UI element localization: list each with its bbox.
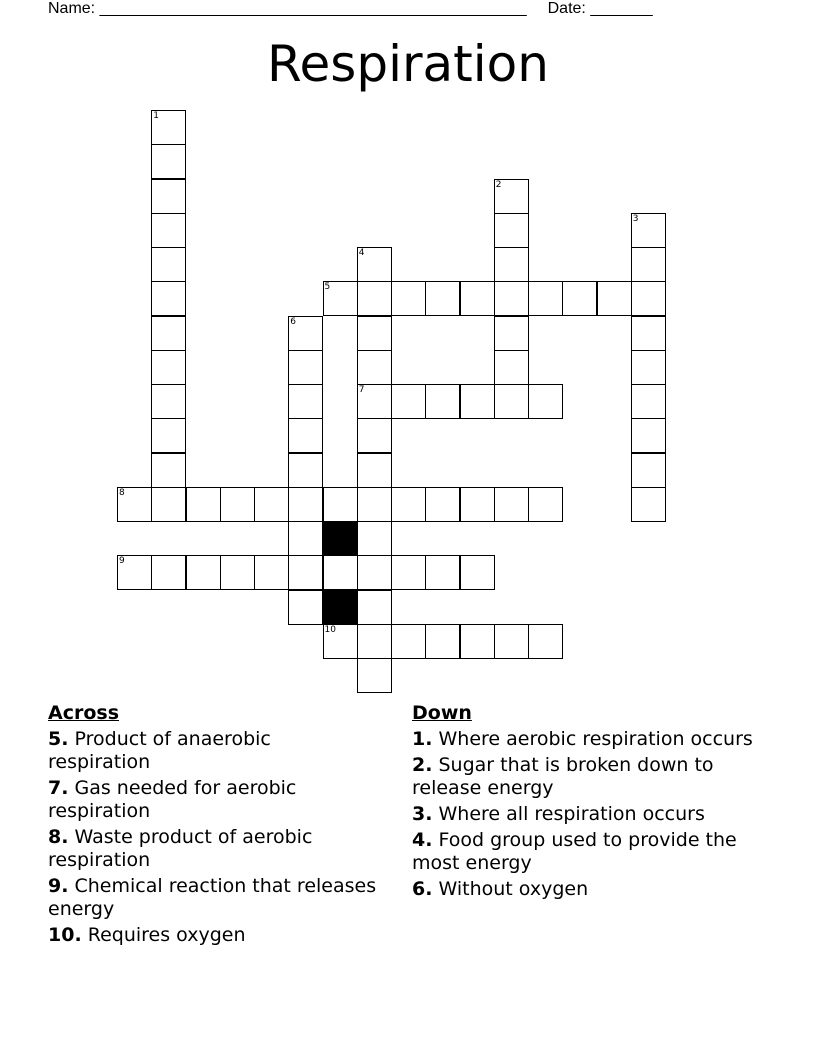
grid-cell[interactable] bbox=[494, 487, 529, 522]
grid-cell[interactable] bbox=[151, 316, 186, 351]
grid-cell[interactable] bbox=[494, 213, 529, 248]
grid-cell[interactable] bbox=[494, 624, 529, 659]
grid-cell[interactable] bbox=[597, 281, 632, 316]
grid-cell[interactable] bbox=[151, 453, 186, 488]
grid-cell[interactable] bbox=[186, 555, 221, 590]
clue-number-label: 7 bbox=[358, 385, 365, 395]
grid-cell[interactable] bbox=[357, 590, 392, 625]
grid-cell[interactable] bbox=[151, 281, 186, 316]
grid-cell[interactable] bbox=[425, 281, 460, 316]
clue-number-label: 5 bbox=[324, 282, 331, 293]
clue-number: 5. bbox=[48, 728, 69, 750]
grid-cell[interactable] bbox=[220, 487, 255, 522]
grid-cell[interactable] bbox=[631, 350, 666, 385]
grid-cell[interactable] bbox=[391, 624, 426, 659]
grid-cell[interactable] bbox=[357, 453, 392, 488]
grid-cell[interactable] bbox=[357, 281, 392, 316]
clue-number-label: 6 bbox=[290, 316, 296, 327]
clue-number-label: 3 bbox=[632, 213, 639, 224]
clue-text: Where all respiration occurs bbox=[438, 803, 705, 825]
grid-cell[interactable] bbox=[631, 487, 666, 522]
grid-cell[interactable] bbox=[254, 487, 289, 522]
grid-cell[interactable] bbox=[631, 247, 666, 282]
clue-down-2 bbox=[412, 754, 762, 800]
grid-cell[interactable] bbox=[391, 487, 426, 522]
clue-number: 3. bbox=[412, 803, 433, 825]
grid-cell[interactable] bbox=[460, 384, 495, 419]
grid-cell[interactable] bbox=[494, 350, 529, 385]
grid-cell[interactable] bbox=[288, 521, 323, 556]
grid-cell[interactable] bbox=[631, 316, 666, 351]
clue-text: Without oxygen bbox=[438, 878, 589, 900]
grid-cell[interactable] bbox=[425, 624, 460, 659]
grid-cell[interactable] bbox=[151, 144, 186, 179]
grid-cell[interactable] bbox=[357, 555, 392, 590]
across-clues bbox=[48, 702, 378, 950]
grid-cell[interactable] bbox=[631, 281, 666, 316]
grid-cell[interactable] bbox=[357, 418, 392, 453]
down-clues bbox=[412, 702, 762, 904]
grid-cell[interactable] bbox=[288, 453, 323, 488]
clue-down-1 bbox=[412, 728, 762, 751]
grid-cell[interactable] bbox=[631, 418, 666, 453]
grid-cell[interactable] bbox=[357, 658, 392, 693]
black-square bbox=[323, 521, 358, 556]
clue-number: 1. bbox=[412, 728, 433, 750]
grid-cell[interactable] bbox=[117, 487, 152, 522]
grid-cell[interactable] bbox=[288, 350, 323, 385]
clue-text: Food group used to provide the most energy bbox=[412, 829, 737, 874]
clue-number-label: 1 bbox=[153, 111, 159, 121]
grid-cell[interactable] bbox=[425, 487, 460, 522]
grid-cell[interactable] bbox=[494, 247, 529, 282]
clue-number: 2. bbox=[412, 754, 433, 776]
grid-cell[interactable] bbox=[323, 487, 358, 522]
grid-cell[interactable] bbox=[425, 555, 460, 590]
across-heading: Across bbox=[48, 702, 120, 724]
grid-cell[interactable] bbox=[323, 624, 358, 659]
clue-number: 4. bbox=[412, 829, 433, 851]
clue-number-label: 8 bbox=[119, 487, 125, 498]
clue-number-label: 9 bbox=[119, 556, 125, 567]
clue-across-5 bbox=[48, 728, 378, 774]
grid-cell[interactable] bbox=[460, 624, 495, 659]
grid-cell[interactable] bbox=[151, 213, 186, 248]
grid-cell[interactable] bbox=[186, 487, 221, 522]
grid-cell[interactable] bbox=[494, 179, 529, 214]
grid-cell[interactable] bbox=[288, 487, 323, 522]
grid-cell[interactable] bbox=[357, 521, 392, 556]
grid-cell[interactable] bbox=[460, 487, 495, 522]
grid-cell[interactable] bbox=[631, 453, 666, 488]
grid-cell[interactable] bbox=[288, 555, 323, 590]
grid-cell[interactable] bbox=[288, 384, 323, 419]
grid-cell[interactable] bbox=[528, 624, 563, 659]
clue-text: Requires oxygen bbox=[87, 924, 246, 946]
grid-cell[interactable] bbox=[117, 555, 152, 590]
clue-down-6 bbox=[412, 878, 762, 901]
down-heading: Down bbox=[412, 702, 472, 724]
grid-cell[interactable] bbox=[391, 555, 426, 590]
grid-cell[interactable] bbox=[323, 281, 358, 316]
grid-cell[interactable] bbox=[425, 384, 460, 419]
name-blank[interactable]: ________________________________________________ bbox=[99, 0, 527, 17]
clue-number: 8. bbox=[48, 826, 69, 848]
clue-down-4 bbox=[412, 829, 762, 875]
clue-across-10 bbox=[48, 924, 378, 947]
grid-cell[interactable] bbox=[288, 418, 323, 453]
clue-text: Waste product of aerobic respiration bbox=[48, 826, 313, 871]
grid-cell[interactable] bbox=[151, 418, 186, 453]
grid-cell[interactable] bbox=[220, 555, 255, 590]
clue-text: Chemical reaction that releases energy bbox=[48, 875, 377, 920]
grid-cell[interactable] bbox=[357, 624, 392, 659]
grid-cell[interactable] bbox=[460, 281, 495, 316]
date-label: Date: bbox=[547, 0, 586, 17]
clue-number: 7. bbox=[48, 777, 69, 799]
grid-cell[interactable] bbox=[151, 350, 186, 385]
grid-cell[interactable] bbox=[494, 316, 529, 351]
black-square bbox=[323, 590, 358, 625]
grid-cell[interactable] bbox=[460, 555, 495, 590]
grid-cell[interactable] bbox=[151, 555, 186, 590]
clue-number-label: 2 bbox=[495, 179, 502, 190]
grid-cell[interactable] bbox=[528, 384, 563, 419]
grid-cell[interactable] bbox=[391, 281, 426, 316]
grid-cell[interactable] bbox=[631, 384, 666, 419]
grid-cell[interactable] bbox=[494, 281, 529, 316]
grid-cell[interactable] bbox=[357, 487, 392, 522]
clue-text: Where aerobic respiration occurs bbox=[438, 728, 753, 750]
grid-cell[interactable] bbox=[357, 316, 392, 351]
clue-text: Gas needed for aerobic respiration bbox=[48, 777, 297, 822]
clue-across-7 bbox=[48, 777, 378, 823]
name-label: Name: bbox=[48, 0, 96, 17]
grid-cell[interactable] bbox=[357, 247, 392, 282]
clue-across-8 bbox=[48, 826, 378, 872]
puzzle-title: Respiration bbox=[267, 35, 549, 93]
date-blank[interactable]: _______ bbox=[590, 0, 653, 17]
grid-cell[interactable] bbox=[151, 384, 186, 419]
grid-cell[interactable] bbox=[562, 281, 597, 316]
grid-cell[interactable] bbox=[357, 350, 392, 385]
clue-text: Sugar that is broken down to release energy bbox=[412, 754, 714, 799]
clue-down-3 bbox=[412, 803, 762, 826]
clue-number-label: 4 bbox=[358, 248, 365, 258]
grid-cell[interactable] bbox=[151, 487, 186, 522]
grid-cell[interactable] bbox=[323, 555, 358, 590]
grid-cell[interactable] bbox=[528, 487, 563, 522]
grid-cell[interactable] bbox=[494, 384, 529, 419]
grid-cell[interactable] bbox=[391, 384, 426, 419]
grid-cell[interactable] bbox=[151, 179, 186, 214]
grid-cell[interactable] bbox=[151, 247, 186, 282]
grid-cell[interactable] bbox=[288, 590, 323, 625]
grid-cell[interactable] bbox=[528, 281, 563, 316]
clue-number: 10. bbox=[48, 924, 82, 946]
grid-cell[interactable] bbox=[151, 110, 186, 145]
clue-number-label: 10 bbox=[324, 624, 336, 635]
clue-across-9 bbox=[48, 875, 378, 921]
clue-text: Product of anaerobic respiration bbox=[48, 728, 271, 773]
clue-number: 9. bbox=[48, 875, 69, 897]
clue-number: 6. bbox=[412, 878, 433, 900]
grid-cell[interactable] bbox=[631, 213, 666, 248]
grid-cell[interactable] bbox=[288, 316, 323, 351]
grid-cell[interactable] bbox=[357, 384, 392, 419]
grid-cell[interactable] bbox=[254, 555, 289, 590]
